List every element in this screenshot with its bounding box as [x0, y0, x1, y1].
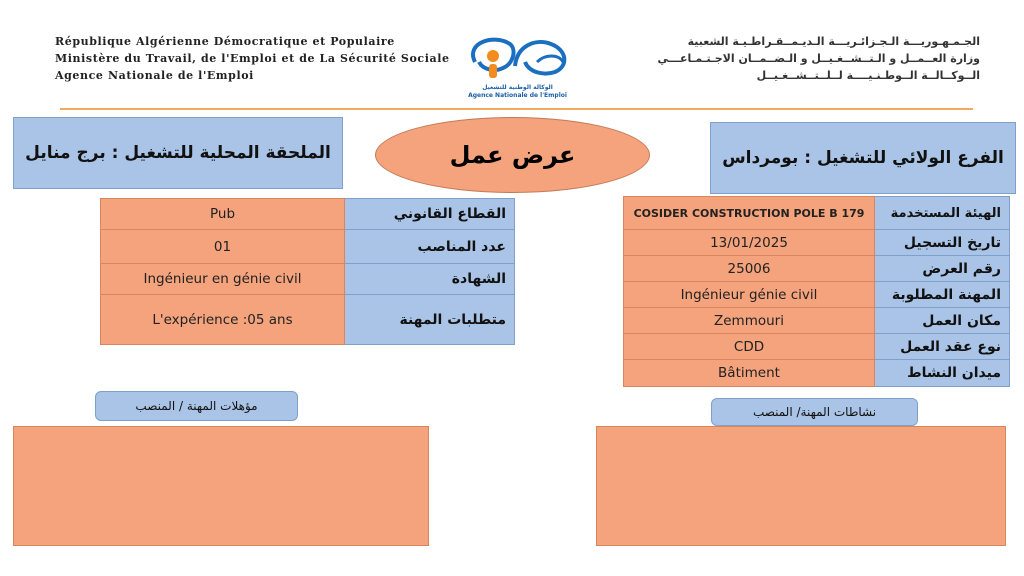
requirements-value: L'expérience :05 ans [101, 295, 345, 345]
qualifications-area [13, 426, 429, 546]
table-row [624, 230, 1010, 256]
job-title-value: Ingénieur génie civil [624, 282, 875, 308]
header-divider [60, 108, 973, 110]
employer-label: الهيئة المستخدمة [875, 197, 1010, 230]
ar-header-line-3: الــوكــالــة الــوطـنـيــــة لــلــتــشــغـيــل [756, 69, 980, 82]
diploma-value: Ingénieur en génie civil [101, 264, 345, 295]
arabic-header [600, 33, 980, 84]
fr-header-line-2: Ministère du Travail, de l'Emploi et de La Sécurité Sociale [55, 52, 450, 65]
french-header [55, 33, 450, 84]
activities-label: نشاطات المهنة/ المنصب [711, 398, 918, 426]
anem-logo-icon [455, 32, 580, 84]
registration-date-label: تاريخ التسجيل [875, 230, 1010, 256]
fr-header-line-3: Agence Nationale de l'Emploi [55, 69, 254, 82]
fr-header-line-1: République Algérienne Démocratique et Populaire [55, 35, 395, 48]
contract-type-value: CDD [624, 334, 875, 360]
positions-count-value: 01 [101, 230, 345, 264]
offer-number-label: رقم العرض [875, 256, 1010, 282]
table-row [101, 264, 515, 295]
table-row [101, 295, 515, 345]
ar-header-line-2: وزارة العــمــل و الـتــشــغـيــل و الـضــمــان الاجـتـمـاعـــي [657, 52, 980, 65]
page-title: عرض عمل [375, 117, 650, 193]
offer-number-value: 25006 [624, 256, 875, 282]
table-row [624, 360, 1010, 387]
contract-type-label: نوع عقد العمل [875, 334, 1010, 360]
local-agency-box: الملحقة المحلية للتشغيل : برج منايل [13, 117, 343, 189]
qualifications-label: مؤهلات المهنة / المنصب [95, 391, 298, 421]
table-row [624, 334, 1010, 360]
legal-sector-value: Pub [101, 199, 345, 230]
table-row [624, 282, 1010, 308]
activity-field-value: Bâtiment [624, 360, 875, 387]
registration-date-value: 13/01/2025 [624, 230, 875, 256]
job-title-label: المهنة المطلوبة [875, 282, 1010, 308]
ar-header-line-1: الجـمـهـوريـــة الـجـزائـريـــة الـديـمــقـراطـيـة الشعبية [687, 35, 980, 48]
activity-field-label: ميدان النشاط [875, 360, 1010, 387]
diploma-label: الشهادة [345, 264, 515, 295]
table-row [624, 308, 1010, 334]
table-row [624, 256, 1010, 282]
table-row [101, 230, 515, 264]
right-info-table [623, 196, 1010, 387]
legal-sector-label: القطاع القانوني [345, 199, 515, 230]
employer-value: COSIDER CONSTRUCTION POLE B 179 [624, 197, 875, 230]
logo-caption-ar: الوكالة الوطنية للتشغيل [482, 84, 553, 91]
left-info-table [100, 198, 515, 345]
workplace-value: Zemmouri [624, 308, 875, 334]
positions-count-label: عدد المناصب [345, 230, 515, 264]
logo-caption-fr: Agence Nationale de l'Emploi [468, 92, 567, 99]
workplace-label: مكان العمل [875, 308, 1010, 334]
regional-branch-box: الفرع الولائي للتشغيل : بومرداس [710, 122, 1016, 194]
table-row [101, 199, 515, 230]
table-row [624, 197, 1010, 230]
requirements-label: متطلبات المهنة [345, 295, 515, 345]
activities-area [596, 426, 1006, 546]
